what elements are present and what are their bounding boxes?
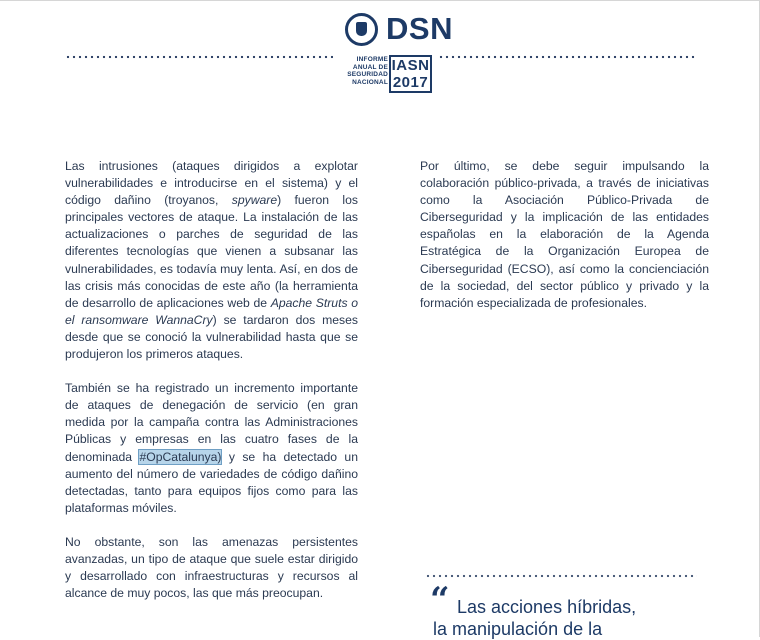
- informe-line: SEGURIDAD: [347, 71, 388, 78]
- informe-label: [338, 56, 388, 86]
- paragraph: [65, 380, 358, 517]
- iasn-year: 2017: [392, 74, 429, 91]
- informe-line: NACIONAL: [352, 78, 388, 86]
- pull-quote-line-2: la manipulación de la: [433, 619, 603, 639]
- text-run: y se ha detectado un aumento del número de variedades de código dañino detectadas, tanto para equipos fijos como para las plataformas móviles.: [65, 449, 358, 515]
- text-run: También se ha registrado un incremento importante de ataques de denegación de servicio (en gran medida por la campaña contra las Administraciones Públicas y empresas en las cuatro fases de la denominada: [65, 381, 358, 464]
- text-run: Las intrusiones (ataques dirigidos a explotar vulnerabilidades e introducirse en el sistema) y el código dañino (troyanos,: [65, 159, 358, 208]
- paragraph: [65, 158, 358, 363]
- selected-hashtag-text[interactable]: #OpCatalunya): [139, 449, 222, 464]
- right-text-column: [420, 158, 709, 329]
- text-run: ) fueron los principales vectores de ataque. La instalación de las actualizaciones o parches de seguridad de las diferentes tecnologías que vienen a subsanar las vulnerabilidades, es todavía muy lenta. Así, en dos de las crisis más conocidas de este año (la herramienta de desarrollo de aplicaciones web de: [65, 193, 358, 310]
- pull-quote-line-1: Las acciones híbridas,: [457, 597, 637, 617]
- quote-mark-icon: “: [430, 580, 450, 620]
- dsn-seal-icon: [345, 13, 378, 46]
- text-run: ) se tardaron dos meses desde que se conoció la vulnerabilidad hasta que se produjeron los primeros ataques.: [65, 312, 358, 362]
- header-dotted-rule-right: [438, 55, 696, 59]
- informe-line: ANUAL DE: [352, 63, 388, 71]
- informe-line: INFORME: [356, 56, 388, 63]
- top-border: [0, 0, 760, 1]
- iasn-text: IASN: [391, 57, 430, 74]
- paragraph: No obstante, son las amenazas persistentes avanzadas, un tipo de ataque que suele estar dirigido y desarrollado con infraestructuras y recursos al alcance de muy pocos, las que más preocupan.: [65, 534, 358, 601]
- iasn-badge: [389, 55, 432, 93]
- paragraph: Por último, se debe seguir impulsando la colaboración público-privada, a través de iniciativas como la Asociación Público-Privada de Ciberseguridad y la implicación de las entidades españolas en la elaboración de la Agenda Estratégica de la Organización Europea de Ciberseguridad (ECSO), así como la concienciación de la sociedad, del sector público y privado y la formación especializada de profesionales.: [420, 159, 709, 310]
- header-dotted-rule-left: [65, 55, 333, 59]
- dsn-logo-text: DSN: [386, 11, 453, 46]
- quote-dotted-rule: [425, 574, 697, 578]
- left-text-column: [65, 158, 358, 619]
- italic-term: Apache Struts o el ransomware WannaCry: [65, 295, 359, 327]
- italic-term: spyware: [231, 193, 278, 208]
